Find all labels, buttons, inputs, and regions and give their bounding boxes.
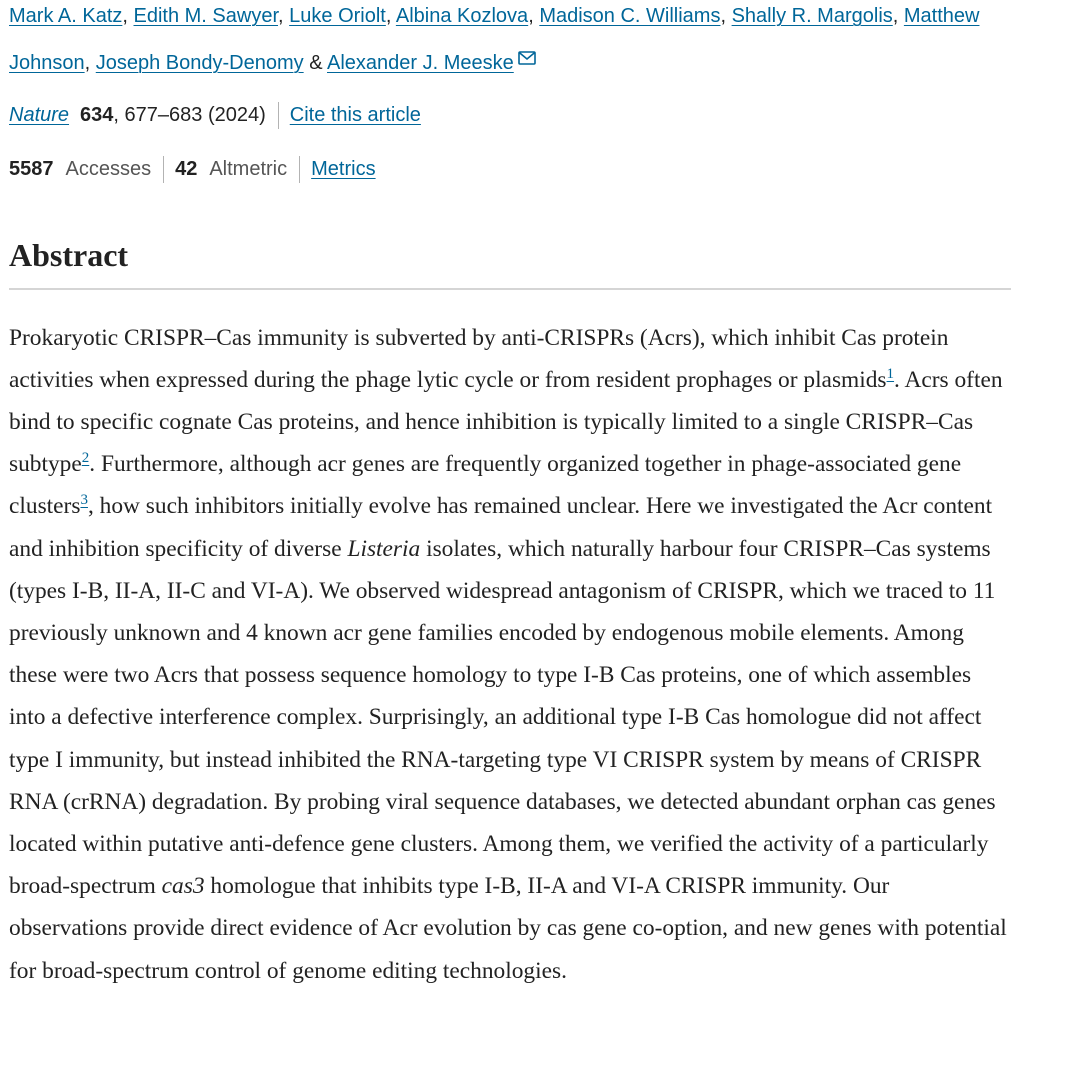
altmetric-label: Altmetric [209,157,288,180]
species-name: Listeria [347,535,421,562]
abstract-heading: Abstract [9,236,1011,290]
author-link[interactable]: Joseph Bondy-Denomy [95,52,304,74]
altmetric-count: 42 [175,157,198,180]
reference-link[interactable]: 1 [886,365,895,382]
accesses-label: Accesses [65,157,152,180]
metrics-bar [9,154,1011,184]
cite-article-link[interactable]: Cite this article [289,103,421,126]
accesses-count: 5587 [9,157,54,180]
author-link[interactable]: Mark A. Katz [9,5,123,27]
author-link[interactable]: Edith M. Sawyer [133,5,279,27]
metrics-link[interactable]: Metrics [311,157,376,180]
divider [278,102,279,129]
citation-line [9,100,1011,130]
divider [163,156,164,183]
author-list: Mark A. Katz, Edith M. Sawyer, Luke Oriolt, Albina Kozlova, Madison C. Williams, Shally R. Margolis, Matthew Johnson, Joseph Bondy-Denomy & Alexander J. Meeske [9,0,1011,85]
author-link[interactable]: Madison C. Williams [539,5,721,27]
reference-link[interactable]: 2 [81,450,90,467]
author-link[interactable]: Luke Oriolt [289,5,386,27]
author-link[interactable]: Albina Kozlova [395,5,529,27]
author-link[interactable]: Matthew Johnson [9,5,980,74]
corresponding-author-link[interactable]: Alexander J. Meeske [327,52,514,74]
volume: 634 [80,103,114,126]
gene-name: cas3 [161,873,205,900]
pages-year: , 677–683 (2024) [113,103,266,126]
abstract-text: Prokaryotic CRISPR–Cas immunity is subverted by anti-CRISPRs (Acrs), which inhibit Cas protein activities when expressed during the phage lytic cycle or from resident prophages or plasmids$^1$. Acrs often bind to specific cognate Cas proteins, and hence inhibition is typically limited to a single CRISPR–Cas subtype$^2$. Furthermore, although acr genes are frequently organized together in phage-associated gene clusters$^3$, how such inhibitors initially evolve has remained unclear. Here we investigated the Acr content and inhibition specificity of diverse Listeria isolates, which naturally harbour four CRISPR–Cas systems (types I-B, II-A, II-C and VI-A). We observed widespread antagonism of CRISPR, which we traced to 11 previously unknown and 4 known acr gene families encoded by endogenous mobile elements. Among these were two Acrs that possess sequence homology to type I-B Cas proteins, one of which assembles into a defective interference complex. Surprisingly, an additional type I-B Cas homologue did not affect type I immunity, but instead inhibited the RNA-targeting type VI CRISPR system by means of CRISPR RNA (crRNA) degradation. By probing viral sequence databases, we detected abundant orphan cas genes located within putative anti-defence gene clusters. Among them, we verified the activity of a particularly broad-spectrum cas3 homologue that inhibits type I-B, II-A and VI-A CRISPR immunity. Our observations provide direct evidence of Acr evolution by cas gene co-option, and new genes with potential for broad-spectrum control of genome editing technologies. [9,324,1007,984]
mail-icon[interactable] [518,38,536,81]
journal-link[interactable]: Nature [9,103,70,126]
article-header [9,0,1011,1015]
author-link[interactable]: Shally R. Margolis [731,5,893,27]
reference-link[interactable]: 3 [80,492,88,509]
divider [299,156,300,183]
